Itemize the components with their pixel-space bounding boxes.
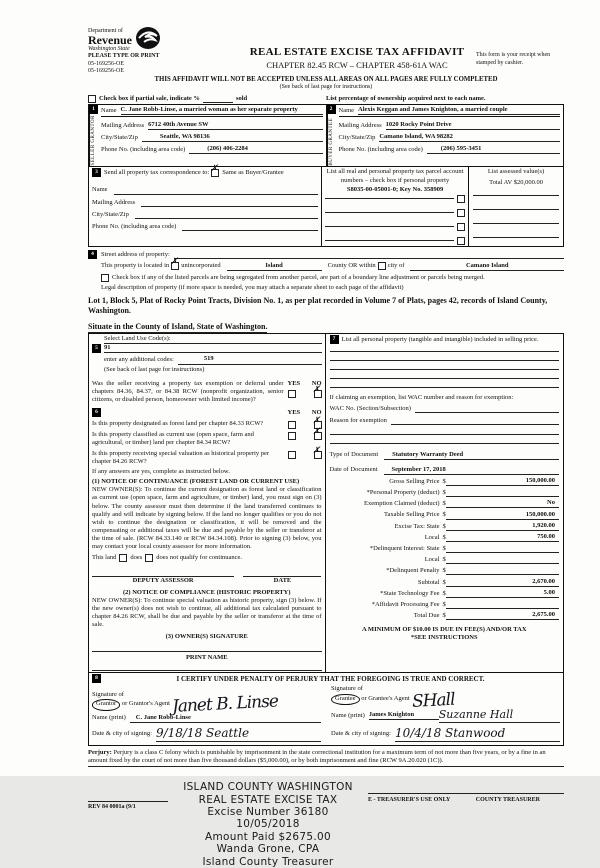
parcel-field-1[interactable] <box>325 198 454 199</box>
unincorporated-label: unincorporated <box>181 262 221 270</box>
legal-description-note: Legal description of property (if more space is needed, you may attach a separate sheet to each page of the affidavit) <box>101 284 404 292</box>
seller-exemption-question: Was the seller receiving a property tax exemption or deferral under chapters 84.36, 84.37, or 84.38 RCW (nonprofit organization, senior citizens, or disabled person, homeowner with limited income)? <box>92 379 284 403</box>
yes-header-2: YES <box>287 408 301 416</box>
money-label: Exemption Claimed (deduct) <box>364 500 440 508</box>
grantor-signature[interactable]: Janet B. Linse <box>171 691 279 718</box>
stamp-line: ISLAND COUNTY WASHINGTON <box>183 781 353 794</box>
personal-prop-field-5[interactable] <box>330 387 560 388</box>
grantee-date-label: Date & city of signing: <box>331 729 391 737</box>
assessed-field-4[interactable] <box>473 231 559 238</box>
money-label: Local <box>424 533 440 541</box>
historic-no-checkbox[interactable] <box>312 445 322 459</box>
exemption-no-checkbox[interactable] <box>312 384 322 398</box>
minimum-fee-note: A MINIMUM OF $10.00 IS DUE IN FEE(S) AND/OR TAX <box>361 626 527 634</box>
notice2-title: (2) NOTICE OF COMPLIANCE (HISTORIC PROPERTY) <box>122 588 291 596</box>
footer-area <box>88 781 564 868</box>
money-value[interactable] <box>446 555 559 564</box>
x-mark-icon: ✗ <box>312 415 321 426</box>
rev-form-number: REV 84 0001a (9/1 <box>88 804 136 811</box>
logo-line3: Washington State <box>88 45 130 52</box>
parcel-header: List all real and personal property tax parcel account numbers – check box if personal property <box>326 168 464 184</box>
partial-sale-label: Check box if partial sale, indicate % <box>99 94 200 102</box>
assessed-field-3[interactable] <box>473 217 559 224</box>
money-value[interactable]: 750.00 <box>446 533 559 542</box>
dollar-sign: $ <box>442 567 446 575</box>
corr-phone-label: Phone No. (including area code) <box>92 222 177 230</box>
stamp-line: Island County Treasurer <box>202 855 334 868</box>
see-back-instructions: (See back of last page for instructions) <box>104 365 205 373</box>
grantor-circled: Grantor <box>92 699 120 710</box>
dollar-sign: $ <box>442 600 446 608</box>
money-label: Subtotal <box>417 578 440 586</box>
use-and-tax-box <box>88 333 564 673</box>
unincorporated-checkbox[interactable] <box>170 257 179 270</box>
money-value[interactable] <box>446 488 559 497</box>
partial-sale-checkbox[interactable] <box>88 95 96 103</box>
treasurer-stamp <box>168 781 368 868</box>
grantor-name-print[interactable]: C. Jane Robb-Linse <box>130 714 321 723</box>
money-value[interactable]: 2,675.00 <box>446 611 559 620</box>
buyer-phone-label: Phone No. (including area code) <box>338 146 423 154</box>
grantee-date-city[interactable]: 10/4/18 Stanwood <box>395 726 560 742</box>
certification-box <box>88 673 564 746</box>
money-table <box>330 477 560 620</box>
additional-codes-value[interactable]: 519 <box>178 355 322 364</box>
dollar-sign: $ <box>442 556 446 564</box>
x-mark-icon: ✗ <box>312 384 321 395</box>
same-as-buyer-checkbox[interactable] <box>210 163 219 177</box>
money-label: *Delinquent Penalty <box>386 567 440 575</box>
grantor-sig-label1: Signature of <box>92 691 124 699</box>
reason-field-2[interactable] <box>330 434 560 435</box>
seller-city-value[interactable]: Seattle, WA 98136 <box>142 133 323 142</box>
seller-mailing-label: Mailing Address <box>101 121 145 129</box>
assessed-field-2[interactable] <box>473 203 559 210</box>
form-number-2: 05-169256-OE <box>88 68 124 75</box>
city-value[interactable]: Camano Island <box>410 262 564 271</box>
notice1-title: (1) NOTICE OF CONTINUANCE (FOREST LAND OR CURRENT USE) <box>92 478 300 486</box>
grantee-circled: Grantee <box>331 694 360 705</box>
does-not-qualify-checkbox[interactable] <box>145 554 153 562</box>
does-qualify-checkbox[interactable] <box>119 554 127 562</box>
seller-phone-value[interactable]: (206) 406-2284 <box>189 145 322 154</box>
logo-line2: Revenue <box>88 32 132 47</box>
partial-sale-suffix: sold <box>235 94 248 102</box>
money-label: Total Due <box>413 612 440 620</box>
wac-field[interactable] <box>415 405 559 413</box>
reason-field-3[interactable] <box>330 443 560 444</box>
doc-type-label: Type of Document <box>329 451 379 459</box>
partial-sale-percent-field[interactable] <box>203 95 233 103</box>
exemption-yes-checkbox[interactable] <box>288 390 296 398</box>
dollar-sign: $ <box>442 589 446 597</box>
buyer-name-label: Name <box>338 106 355 114</box>
street-address-label: Street address of property: <box>101 250 170 258</box>
treasurer-use-label: E - TREASURER'S USE ONLY <box>368 797 451 804</box>
city-checkbox[interactable] <box>378 262 386 270</box>
stamp-line: REAL ESTATE EXCISE TAX <box>198 793 338 806</box>
personal-prop-field-1[interactable] <box>330 351 560 352</box>
money-value[interactable] <box>446 566 559 575</box>
personal-property-label: List all personal property (tangible and intangible) included in selling price. <box>341 336 539 344</box>
parties-box <box>88 104 564 168</box>
money-label: Taxable Selling Price <box>383 511 440 519</box>
reason-field[interactable] <box>391 417 559 425</box>
form-header <box>88 26 564 76</box>
x-mark-icon: ✗ <box>312 427 321 438</box>
corr-name-label: Name <box>92 186 108 194</box>
money-value[interactable]: 1,920.00 <box>446 522 559 531</box>
seller-phone-label: Phone No. (including area code) <box>101 146 186 154</box>
corr-phone-field[interactable] <box>182 230 318 231</box>
stamp-line: 10/05/2018 <box>236 818 300 831</box>
personal-prop-checkbox-4[interactable] <box>457 237 465 245</box>
yes-header: YES <box>287 379 301 387</box>
money-value[interactable]: 5.00 <box>446 589 559 598</box>
buyer-name-value[interactable]: Alexis Keggan and James Knighton, a married couple <box>358 106 560 115</box>
corr-city-field[interactable] <box>135 218 318 219</box>
section-2-number: 2 <box>327 105 336 114</box>
current-use-yes-checkbox[interactable] <box>288 432 296 440</box>
dollar-sign: $ <box>442 533 446 541</box>
buyer-mailing-value[interactable]: 1020 Rocky Point Drive <box>386 121 560 130</box>
dollar-sign: $ <box>442 489 446 497</box>
parcel-field-4[interactable] <box>325 240 454 241</box>
section-1-number: 1 <box>89 105 98 114</box>
additional-codes-label: enter any additional codes: <box>104 355 174 363</box>
dollar-sign: $ <box>442 544 446 552</box>
legal-description: Lot 1, Block 5, Plat of Rocky Point Tracts, Division No. 1, as per plat recorded in Volume 7 of Plats, pages 42, records of Island County, Washington. <box>88 296 548 316</box>
money-value[interactable] <box>446 600 559 609</box>
doc-type-value[interactable]: Statutory Warranty Deed <box>384 451 559 460</box>
if-yes-note: If any answers are yes, complete as instructed below. <box>92 468 230 476</box>
section-3-number: 3 <box>92 168 101 177</box>
grantor-agent-label: or Grantor's Agent <box>121 700 170 708</box>
personal-prop-checkbox-2[interactable] <box>457 209 465 217</box>
section-6-number: 6 <box>92 408 101 417</box>
notice2-body: NEW OWNER(S): To continue special valuation as historic property, sign (3) below. If the new owner(s) does not wish to continue, all additional tax calculated pursuant to chapter 84.26 RCW, shall be due and payable by the seller or transferor at the time of sale. <box>92 596 322 629</box>
grantee-sig-label1: Signature of <box>331 685 363 693</box>
grantee-signature[interactable]: SHall <box>411 689 455 712</box>
parcel-field-2[interactable] <box>325 212 454 213</box>
doc-date-value[interactable]: September 17, 2018 <box>384 466 559 475</box>
situate-line: Situate in the County of Island, State of Washington. <box>88 322 268 332</box>
does-label: does <box>130 554 143 562</box>
personal-prop-field-2[interactable] <box>330 360 560 361</box>
dollar-sign: $ <box>442 612 446 620</box>
located-prefix: This property is located in <box>101 262 170 270</box>
type-or-print-note: PLEASE TYPE OR PRINT <box>88 53 160 60</box>
money-label: Local <box>424 556 440 564</box>
dollar-sign: $ <box>442 477 446 485</box>
perjury-label: Perjury: <box>88 749 112 757</box>
property-location-section <box>88 250 564 333</box>
assessed-header: List assessed value(s) <box>487 168 545 176</box>
segregated-checkbox[interactable] <box>101 274 109 282</box>
land-use-label: Select Land Use Code(s): <box>104 335 171 343</box>
section-4-number: 4 <box>88 250 97 259</box>
street-address-field[interactable] <box>174 258 564 259</box>
money-value[interactable]: No <box>446 499 559 508</box>
print-name-label: PRINT NAME <box>185 654 228 662</box>
city-of-label: city of <box>387 262 405 270</box>
current-use-no-checkbox[interactable] <box>312 427 322 440</box>
form-number-1: 05-169256-OE <box>88 60 124 67</box>
parcel-value[interactable]: S8035-00-05001-0; Key No. 358909 <box>346 185 444 193</box>
stamp-line: Excise Number 36180 <box>207 806 329 819</box>
assessed-field-1[interactable] <box>473 189 559 196</box>
owner-signature-field[interactable] <box>92 651 322 652</box>
county-value[interactable]: Island <box>227 262 322 271</box>
money-value[interactable]: 150,000.00 <box>446 477 559 486</box>
tax-correspondence-box <box>88 163 564 246</box>
dollar-sign: $ <box>442 522 446 530</box>
acceptance-warning: THIS AFFIDAVIT WILL NOT BE ACCEPTED UNLESS ALL AREAS ON ALL PAGES ARE FULLY COMPLETED <box>154 75 498 83</box>
segregated-note: Check box if any of the listed parcels are being segregated from another parcel, are part of a boundary line adjustment or parcels being merged. <box>112 273 485 281</box>
receipt-note: This form is your receipt when stamped by cashier. <box>476 52 551 66</box>
corr-mailing-label: Mailing Address <box>92 198 136 206</box>
dor-logo <box>88 26 238 53</box>
qualify-prefix: This land <box>92 554 117 562</box>
deputy-assessor-label: DEPUTY ASSESSOR <box>132 577 194 585</box>
money-label: Excise Tax: State <box>394 522 440 530</box>
grantor-name-label: Name (print) <box>92 714 126 722</box>
stamp-line: Wanda Grone, CPA <box>216 843 320 856</box>
money-label: *State Technology Fee <box>380 589 440 597</box>
buyer-phone-value[interactable]: (206) 595-3451 <box>427 145 560 154</box>
logo-line1: Department of <box>88 27 123 34</box>
see-back-note: (See back of last page for instructions) <box>279 84 373 91</box>
grantor-date-city[interactable]: 9/18/18 Seattle <box>156 726 321 742</box>
ownership-note: List percentage of ownership acquired next to each name. <box>326 94 486 102</box>
dollar-sign: $ <box>442 500 446 508</box>
seller-city-label: City/State/Zip <box>101 133 138 141</box>
seller-mailing-value[interactable]: 6712 40th Avenue SW <box>148 121 322 130</box>
form-title: REAL ESTATE EXCISE TAX AFFIDAVIT <box>249 46 465 58</box>
assessed-value[interactable]: Total AV $20,000.00 <box>489 178 543 186</box>
grantee-name-label: Name (print) <box>331 711 365 719</box>
personal-prop-field-4[interactable] <box>330 378 560 379</box>
grantee-name-handwritten[interactable]: Suzanne Hall <box>439 708 560 723</box>
parcel-field-3[interactable] <box>325 226 454 227</box>
deputy-date-label: DATE <box>273 577 292 585</box>
form-subtitle: CHAPTER 82.45 RCW – CHAPTER 458-61A WAC <box>266 59 448 70</box>
corr-mailing-field[interactable] <box>141 206 318 207</box>
forest-land-question: Is this property designated as forest land per chapter 84.33 RCW? <box>92 419 264 427</box>
dollar-sign: $ <box>442 578 446 586</box>
historic-yes-checkbox[interactable] <box>288 451 296 459</box>
x-mark-icon: ✗ <box>312 445 321 456</box>
grantee-agent-label: or Grantee's Agent <box>361 694 410 702</box>
owners-signature-label: (3) OWNER(S) SIGNATURE <box>165 633 248 641</box>
doc-date-label: Date of Document <box>329 466 378 474</box>
perjury-text: Perjury is a class C felony which is punishable by imprisonment in the state correctional institution for a maximum term of not more than five years, or by a fine in an amount fixed by the court of not more than five thousand dollars ($5,000.00), or by both imprisonment and fine (RCW 9A.20.020 (1C)). <box>88 749 546 765</box>
buyer-city-value[interactable]: Camano Island, WA 98282 <box>379 133 560 142</box>
buyer-city-label: City/State/Zip <box>338 133 376 141</box>
x-mark-icon: ✗ <box>170 257 178 268</box>
does-not-label: does not qualify for continuance. <box>156 554 243 562</box>
perjury-statement <box>88 749 564 767</box>
send-correspondence-label: Send all property tax correspondence to: <box>104 168 210 176</box>
no-header-2: NO <box>311 408 322 416</box>
dollar-sign: $ <box>442 511 446 519</box>
see-instructions-note: *SEE INSTRUCTIONS <box>410 634 478 642</box>
x-mark-icon: ✗ <box>210 163 218 174</box>
land-use-value[interactable]: 91 <box>104 344 322 353</box>
money-value[interactable] <box>446 544 559 553</box>
historic-question: Is this property receiving special valuation as historical property per chapter 84.26 RCW? <box>92 449 270 465</box>
buyer-mailing-label: Mailing Address <box>338 121 382 129</box>
dor-swirl-icon <box>135 26 161 53</box>
grantor-date-label: Date & city of signing: <box>92 729 152 737</box>
seller-name-value[interactable]: C. Jane Robb-Linse, a married woman as her separate property <box>121 106 323 115</box>
grantee-name-print[interactable]: James Knighton <box>369 711 439 720</box>
no-header: NO <box>311 379 322 387</box>
money-label: Gross Selling Price <box>389 477 440 485</box>
county-treasurer-label: COUNTY TREASURER <box>475 797 540 804</box>
personal-prop-field-3[interactable] <box>330 369 560 370</box>
corr-name-field[interactable] <box>114 194 318 195</box>
footer-line <box>88 797 168 802</box>
money-label: *Delinquent Interest: State <box>369 544 440 552</box>
county-or-label: County OR within <box>327 262 376 270</box>
exemption-claim-line: If claiming an exemption, list WAC number and reason for exemption: <box>329 394 514 402</box>
certify-statement: I CERTIFY UNDER PENALTY OF PERJURY THAT THE FOREGOING IS TRUE AND CORRECT. <box>176 674 485 683</box>
seller-name-label: Name <box>101 106 117 114</box>
money-value[interactable]: 150,000.00 <box>446 511 559 520</box>
section-5-number: 5 <box>92 344 101 353</box>
reason-label: Reason for exemption <box>329 417 387 425</box>
same-as-buyer-label: Same as Buyer/Grantee <box>222 168 284 176</box>
wac-label: WAC No. (Section/Subsection) <box>329 405 411 413</box>
notice1-body: NEW OWNER(S): To continue the current designation as forest land or classification as current use (open space, farm and agriculture, or timber) land, you must sign on (3) below. The county assessor must then determine if the land transferred continues to qualify and will indicate by signing below. If the land no longer qualifies or you do not wish to continue the designation or classification, it will be removed and the compensating or additional taxes will be due and payable by the seller or transferor at the time of sale. (RCW 84.33.140 or RCW 84.34.108). Prior to signing (3) below, you may contact your local county assessor for more information. <box>92 486 322 551</box>
buyer-side-label: BUYER GRANTEE <box>327 114 336 167</box>
owner-print-name-field[interactable] <box>92 670 322 671</box>
section-8-number: 8 <box>92 674 101 683</box>
section-7-number: 7 <box>330 335 339 344</box>
stamp-line: Amount Paid $2675.00 <box>205 830 331 843</box>
forest-yes-checkbox[interactable] <box>288 421 296 429</box>
personal-prop-checkbox-3[interactable] <box>457 223 465 231</box>
personal-prop-checkbox-1[interactable] <box>457 195 465 203</box>
current-use-question: Is this property classified as current use (open space, farm and agricultural, or timber) land per chapter 84.34 RCW? <box>92 431 254 447</box>
money-value[interactable]: 2,670.00 <box>446 578 559 587</box>
seller-side-label: SELLER GRANTOR <box>89 114 98 167</box>
money-label: *Affidavit Processing Fee <box>371 600 440 608</box>
corr-city-label: City/State/Zip <box>92 210 129 218</box>
money-label: *Personal Property (deduct) <box>366 489 440 497</box>
